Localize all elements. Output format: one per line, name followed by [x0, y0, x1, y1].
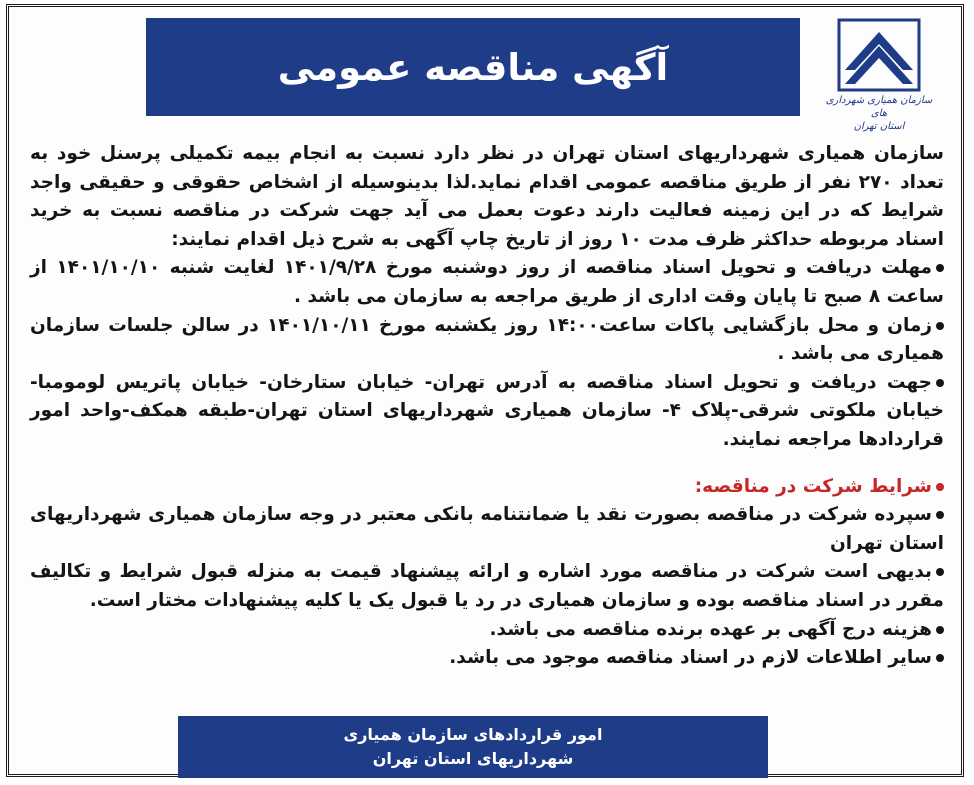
- footer-line2: شهرداریهای استان تهران: [372, 749, 574, 768]
- bullet-icon: [936, 626, 944, 634]
- page-title: آگهی مناقصه عمومی: [277, 45, 669, 89]
- header-banner: [146, 18, 800, 116]
- conditions-heading-text: شرایط شرکت در مناقصه:: [694, 475, 932, 497]
- condition-text: هزینه درج آگهی بر عهده برنده مناقصه می باشد.: [489, 618, 932, 640]
- logo-text-line1: سازمان همیاری شهرداری های: [825, 95, 933, 119]
- intro-paragraph: سازمان همیاری شهرداریهای استان تهران در نظر دارد نسبت به انجام بیمه تکمیلی پرسنل خود به تعداد ۲۷۰ نفر از طریق مناقصه عمومی اقدام نماید.لذا بدینوسیله از اشخاص حقوقی و حقیقی واجد شرایط که در این زمینه فعالیت دارند دعوت بعمل می آید جهت شرکت در مناقصه نسبت به خرید اسناد مربوطه حداکثر ظرف مدت ۱۰ روز از تاریخ چاپ آگهی به شرح ذیل اقدام نمایند:: [30, 143, 944, 250]
- logo-text: [818, 94, 940, 133]
- condition-text: سپرده شرکت در مناقصه بصورت نقد یا ضمانتنامه بانکی معتبر در وجه سازمان همیاری شهرداریهای استان تهران: [30, 504, 944, 554]
- bullet-icon: [936, 654, 944, 662]
- bullet-icon: [936, 511, 944, 519]
- bullet-icon: [936, 322, 944, 330]
- condition-text: بدیهی است شرکت در مناقصه مورد اشاره و ارائه پیشنهاد قیمت به منزله قبول شرایط و تکالیف مقرر در اسناد مناقصه بوده و سازمان همیاری در رد یا قبول یک یا کلیه پیشنهادات مختار است.: [30, 561, 944, 611]
- bullet-icon: [936, 568, 944, 576]
- footer-banner: [178, 716, 768, 778]
- bullet-icon: [936, 483, 944, 491]
- footer-line1: امور قراردادهای سازمان همیاری: [343, 725, 603, 744]
- condition-item: [30, 558, 944, 615]
- bullet-text: مهلت دریافت و تحویل اسناد مناقصه از روز دوشنبه مورخ ۱۴۰۱/۹/۲۸ لغایت شنبه ۱۴۰۱/۱۰/۱۰ از ساعت ۸ صبح تا پایان وقت اداری از طریق مراجعه به سازمان می باشد .: [30, 257, 944, 307]
- bullet-icon: [936, 264, 944, 272]
- condition-item: [30, 644, 944, 673]
- bullet-text: جهت دریافت و تحویل اسناد مناقصه به آدرس تهران- خیابان ستارخان- خیابان پاتریس لومومبا-خیابان ملکوتی شرقی-پلاک ۴- سازمان همیاری شهرداریهای استان تهران-طبقه همکف-واحد امور قراردادها مراجعه نمایند.: [30, 371, 944, 450]
- bullet-item: [30, 254, 944, 311]
- condition-text: سایر اطلاعات لازم در اسناد مناقصه موجود می باشد.: [449, 647, 932, 669]
- bullet-item: [30, 369, 944, 455]
- notice-body: [30, 140, 944, 680]
- bullet-icon: [936, 379, 944, 387]
- bullet-item: [30, 312, 944, 369]
- condition-item: [30, 501, 944, 558]
- conditions-heading: [30, 473, 944, 502]
- condition-item: [30, 616, 944, 645]
- logo-text-line2: استان تهران: [853, 121, 905, 132]
- footer-signature: [344, 723, 603, 771]
- bullet-text: زمان و محل بازگشایی پاکات ساعت۱۴:۰۰ روز یکشنبه مورخ ۱۴۰۱/۱۰/۱۱ در سالن جلسات سازمان همیاری می باشد .: [30, 314, 944, 365]
- logo-icon: [837, 18, 921, 92]
- organization-logo: [818, 18, 940, 138]
